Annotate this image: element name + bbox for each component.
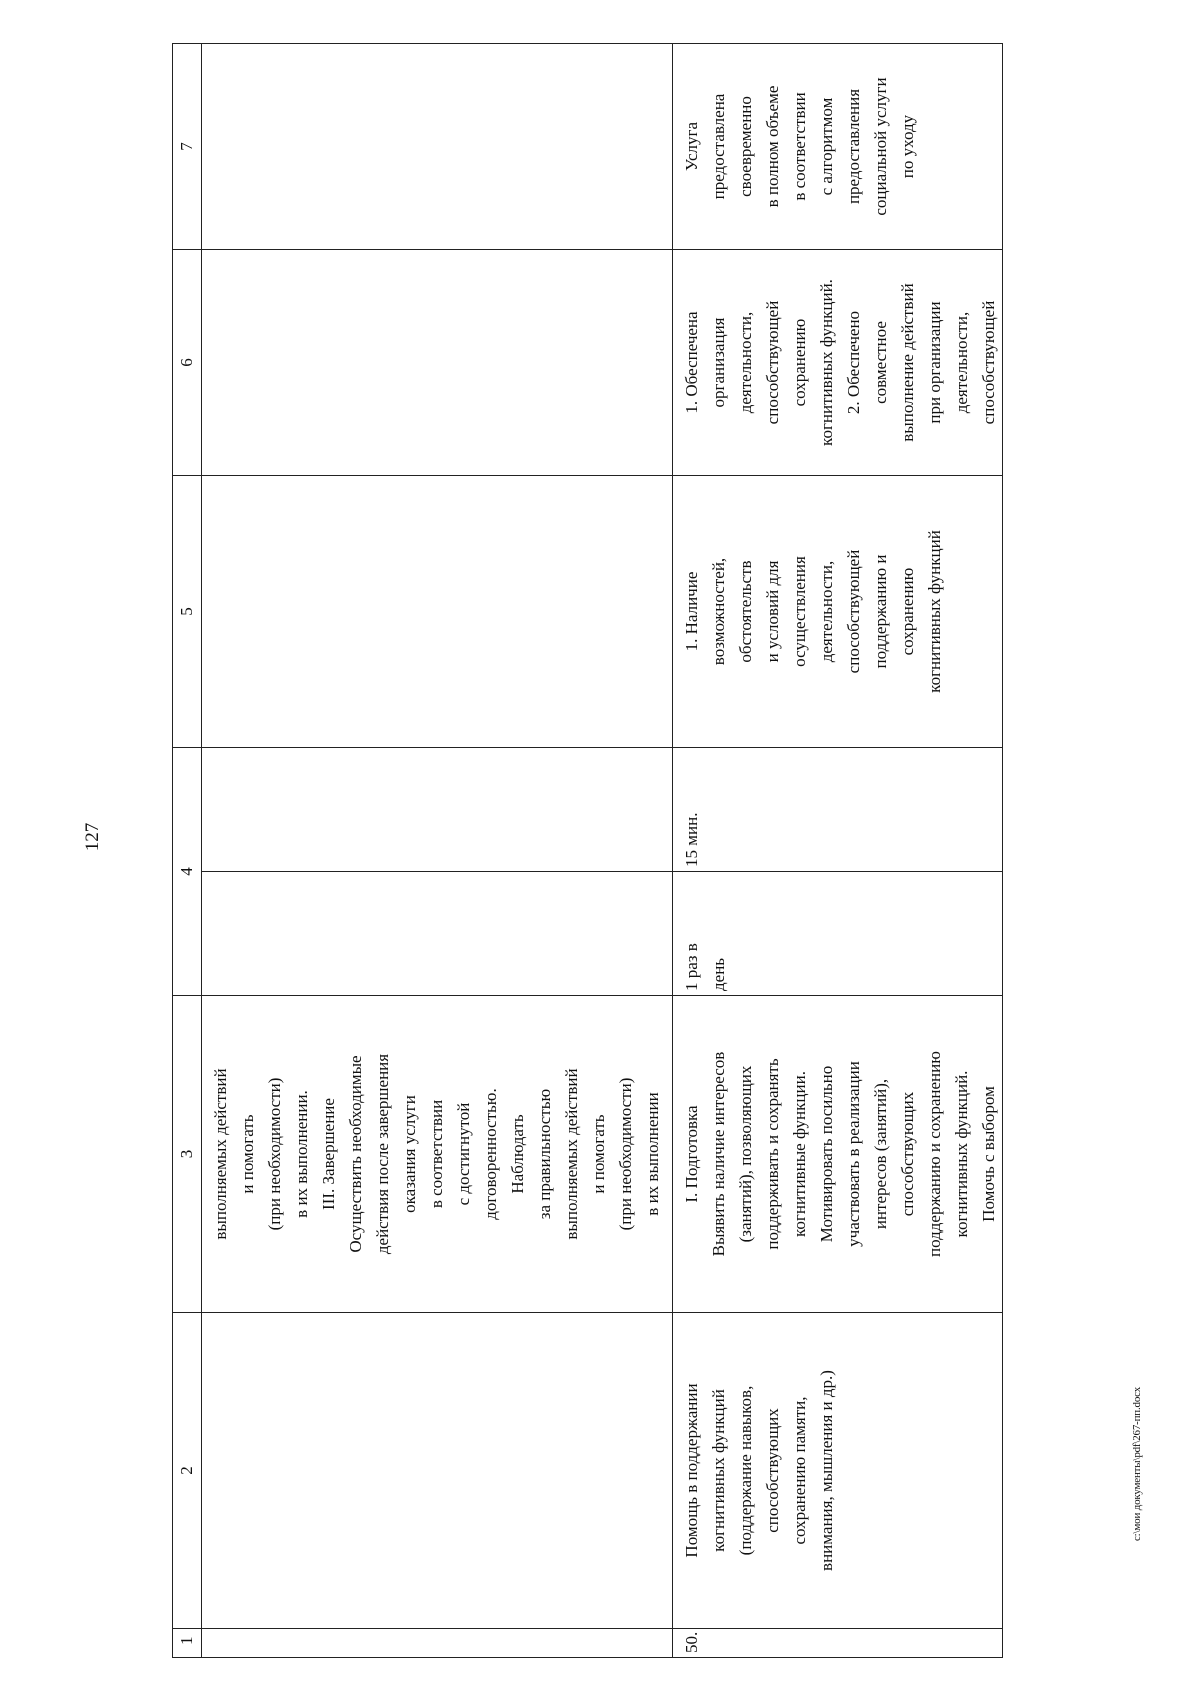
header-col-4: 4 bbox=[173, 748, 202, 996]
text-line: когнитивных функций bbox=[709, 1389, 728, 1552]
text-line: в их выполнении bbox=[643, 1092, 662, 1216]
text-line: оказания услуги bbox=[400, 1095, 419, 1213]
text-line: (при необходимости) bbox=[616, 1077, 635, 1231]
text-line: 2. Обеспечено bbox=[844, 310, 863, 415]
text-line: способствующей bbox=[979, 300, 998, 425]
text-line: III. Завершение bbox=[319, 1098, 338, 1210]
text-line: поддержанию и сохранению bbox=[925, 1051, 944, 1257]
result-text bbox=[673, 250, 1002, 475]
cont-frequency-split bbox=[202, 748, 672, 995]
text-line: способствующей bbox=[763, 300, 782, 425]
text-line: поддерживать и сохранять bbox=[763, 1058, 782, 1250]
footer-file-path: c:\мои документы\pdf\267-пп.docx bbox=[1131, 1386, 1143, 1541]
text-line: предоставлена bbox=[709, 93, 728, 200]
duration-text bbox=[673, 748, 1002, 872]
text-line: с достигнутой bbox=[454, 1102, 473, 1206]
text-line: действия после завершения bbox=[373, 1053, 392, 1255]
text-line: 1 раз в bbox=[682, 943, 701, 991]
service-name-cell bbox=[673, 1313, 1003, 1629]
text-line: внимания, мышления и др.) bbox=[817, 1370, 836, 1571]
text-line: выполняемых действий bbox=[562, 1068, 581, 1240]
description-cell bbox=[673, 996, 1003, 1313]
text-line: и помогать bbox=[238, 1114, 257, 1194]
text-line: выполнение действий bbox=[898, 283, 917, 442]
cont-description-text bbox=[202, 996, 666, 1312]
text-line: 1. Наличие bbox=[682, 571, 701, 652]
frequency-cell bbox=[673, 748, 1003, 996]
cont-frequency-cell bbox=[202, 748, 673, 996]
text-line: (поддержание навыков, bbox=[736, 1385, 755, 1556]
text-line: деятельности, bbox=[736, 311, 755, 414]
conditions-cell bbox=[673, 476, 1003, 748]
header-col-3: 3 bbox=[173, 996, 202, 1313]
description-text bbox=[673, 996, 1002, 1312]
text-line: обстоятельств bbox=[736, 560, 755, 663]
quality-cell bbox=[673, 44, 1003, 250]
cont-result-cell bbox=[202, 250, 673, 476]
text-line: когнитивные функции. bbox=[790, 1071, 809, 1237]
text-line: I. Подготовка bbox=[682, 1105, 701, 1203]
row-50 bbox=[673, 44, 1003, 1658]
text-line: деятельности, bbox=[817, 560, 836, 663]
header-col-6: 6 bbox=[173, 250, 202, 476]
text-line: и условий для bbox=[763, 560, 782, 663]
service-name-text bbox=[673, 1313, 840, 1628]
text-line: Осуществить необходимые bbox=[346, 1055, 365, 1253]
cont-service-cell bbox=[202, 1313, 673, 1629]
text-line: договоренностью. bbox=[481, 1088, 500, 1220]
text-line: когнитивных функций. bbox=[817, 279, 836, 446]
text-line: в полном объеме bbox=[763, 85, 782, 208]
text-line: участвовать в реализации bbox=[844, 1061, 863, 1247]
text-line: при организации bbox=[925, 301, 944, 424]
text-line: поддержанию и bbox=[871, 554, 890, 669]
row-number-cell bbox=[673, 1629, 1003, 1658]
text-line: выполняемых действий bbox=[211, 1068, 230, 1240]
frequency-split bbox=[673, 748, 1002, 995]
text-line: способствующих bbox=[763, 1408, 782, 1533]
text-line: социальной услуги bbox=[871, 77, 890, 216]
header-row bbox=[173, 44, 202, 1658]
text-line: способствующей bbox=[844, 549, 863, 674]
text-line: когнитивных функций bbox=[925, 530, 944, 693]
text-line: Помочь с выбором bbox=[979, 1086, 998, 1222]
text-line: Услуга bbox=[682, 121, 701, 172]
text-line: организация bbox=[709, 317, 728, 408]
header-col-7: 7 bbox=[173, 44, 202, 250]
text-line: Выявить наличие интересов bbox=[709, 1051, 728, 1257]
cont-number-cell bbox=[202, 1629, 673, 1658]
text-line: деятельности, bbox=[952, 311, 971, 414]
cont-description-cell bbox=[202, 996, 673, 1313]
text-line: сохранению bbox=[898, 567, 917, 656]
text-line: осуществления bbox=[790, 556, 809, 667]
text-line: 15 мин. bbox=[682, 812, 701, 867]
frequency-text bbox=[673, 872, 1002, 995]
cont-quality-cell bbox=[202, 44, 673, 250]
text-line: (при необходимости) bbox=[265, 1077, 284, 1231]
conditions-text bbox=[673, 476, 948, 747]
text-line: (занятий), позволяющих bbox=[736, 1065, 755, 1243]
text-line: сохранению bbox=[790, 318, 809, 407]
text-line: совместное bbox=[871, 321, 890, 404]
header-col-1: 1 bbox=[173, 1629, 202, 1658]
text-line: в их выполнении. bbox=[292, 1090, 311, 1218]
text-line: интересов (занятий), bbox=[871, 1078, 890, 1230]
text-line: за правильностью bbox=[535, 1088, 554, 1220]
text-line: способствующих bbox=[898, 1091, 917, 1217]
text-line: с алгоритмом bbox=[817, 97, 836, 196]
text-line: своевременно bbox=[736, 96, 755, 197]
header-col-5: 5 bbox=[173, 476, 202, 748]
service-table bbox=[172, 43, 1003, 1658]
cont-conditions-cell bbox=[202, 476, 673, 748]
text-line: 1. Обеспечена bbox=[682, 311, 701, 414]
page-number: 127 bbox=[82, 822, 103, 852]
row-number: 50. bbox=[682, 1631, 701, 1653]
text-line: и помогать bbox=[589, 1114, 608, 1194]
text-line: когнитивных функций. bbox=[952, 1070, 971, 1238]
text-line: сохранению памяти, bbox=[790, 1396, 809, 1545]
text-line: в соответствии bbox=[427, 1099, 446, 1209]
text-line: по уходу bbox=[898, 114, 917, 179]
text-line: Мотивировать посильно bbox=[817, 1065, 836, 1243]
text-line: предоставления bbox=[844, 88, 863, 205]
header-col-2: 2 bbox=[173, 1313, 202, 1629]
result-cell bbox=[673, 250, 1003, 476]
text-line: день bbox=[709, 957, 728, 991]
text-line: возможностей, bbox=[709, 557, 728, 666]
text-line: Наблюдать bbox=[508, 1114, 527, 1194]
text-line: Помощь в поддержании bbox=[682, 1383, 701, 1558]
text-line: в соответствии bbox=[790, 92, 809, 201]
quality-text bbox=[673, 44, 921, 249]
continuation-row bbox=[202, 44, 673, 1658]
